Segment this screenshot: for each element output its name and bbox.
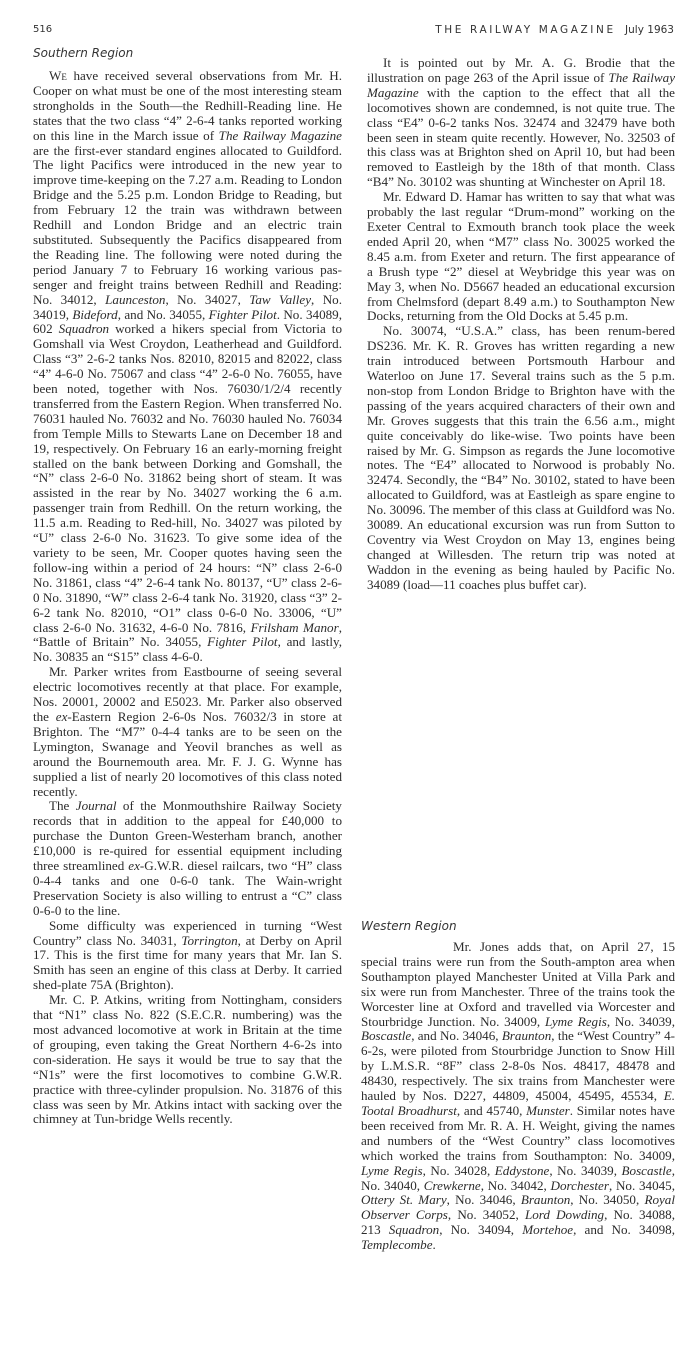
- running-head: [435, 24, 674, 36]
- magazine-title: THE RAILWAY MAGAZINE: [435, 24, 616, 36]
- paragraph-atkins: Mr. C. P. Atkins, writing from Nottingham, considers that “N1” class No. 822 (S.E.C.R. numbering) was the most advanced locomotive at work in Britain at the time of grouping, even taking the Great Northern 4-6-2s into con-sideration. He says it would be true to say that the “N1s” were the first locomotives to combine G.W.R. practice with three-cylinder propulsion. No. 31876 of this class was seen by Mr. Atkins intact with sacking over the chimney at Tun-bridge Wells recently.: [33, 992, 342, 1127]
- page-number: 516: [33, 24, 53, 35]
- paragraph-cooper: We have received several observations from Mr. H. Cooper on what must be one of the most interesting steam strongholds in the South—the Redhill-Reading line. He states that the two class “4” 2-6-4 tanks reported working on this line in the March issue of The Railway Magazine are the first-ever standard engines allocated to Guildford. The light Pacifics were introduced in the new year to improve time-keeping on the 7.27 a.m. Reading to London Bridge and the 5.25 p.m. London Bridge to Reading, but from February 12 the train was withdrawn between Redhill and London Bridge and an electric train substituted. Subsequently the Pacifics disappeared from the Reading line. The following were noted during the period January 7 to February 16 working various pas-senger and freight trains between Redhill and Reading: No. 34012, Launceston, No. 34027, Taw Valley, No. 34019, Bideford, and No. 34055, Fighter Pilot. No. 34089, 602 Squadron worked a hikers special from Victoria to Gomshall via West Croydon, Leatherhead and Guildford. Class “3” 2-6-2 tanks Nos. 82010, 82015 and 82022, class “4” 4-6-0 No. 75067 and class “4” 2-6-0 No. 76055, have been noted, together with Nos. 76030/1/2/4 recently transferred from the Eastern Region. When transferred No. 76031 hauled No. 76032 and No. 76030 hauled No. 76034 from Temple Mills to Stewarts Lane on December 18 and 19, respectively. On February 16 an early-morning freight stalled on the bank between Dorking and Gomshall, the “N” class 2-6-0 No. 31862 being short of steam. It was assisted in the rear by No. 34027 working the 6 a.m. passenger train from Redhill. On the return working, the 11.5 a.m. Reading to Red-hill, No. 34027 was piloted by “U” class 2-6-0 No. 31623. To give some idea of the variety to be seen, Mr. Cooper quotes having seen the follow-ing within a period of 24 hours: “N” class 2-6-0 No. 31861, class “4” 2-6-4 tank No. 80137, “U” class 2-6-0 No. 31890, “W” class 2-6-4 tank No. 31920, class “3” 2-6-2 tank No. 82010, “O1” class 0-6-0 No. 33006, “U” class 2-6-0 No. 31632, 4-6-0 No. 7816, Frilsham Manor, “Battle of Britain” No. 34055, Fighter Pilot, and lastly, No. 30835 an “S15” class 4-6-0.: [33, 68, 342, 665]
- paragraph-parker: Mr. Parker writes from Eastbourne of seeing several electric locomotives recently at that place. For example, Nos. 20001, 20002 and E5023. Mr. Parker also observed the ex-Eastern Region 2-6-0s Nos. 76032/3 in store at Brighton. The “M7” 0-4-4 tanks are to be seen on the Lymington, Swanage and Yeovil branches as well as around the Bournemouth area. Mr. F. J. G. Wynne has supplied a list of nearly 20 locomotives of this class noted recently.: [33, 664, 342, 799]
- paragraph-groves: No. 30074, “U.S.A.” class, has been renum-bered DS236. Mr. K. R. Groves has written regarding a new train introduced between Portsmouth Harbour and Waterloo on June 17. Several trains such as the 5 p.m. non-stop from London Bridge to Brighton have with the passing of the years acquired characters of their own and Mr. Groves suggests that this train the 6.56 a.m., might quite conceivably do like-wise. Two points have been raised by Mr. G. Simpson as regards the June locomotive notes. The “E4” allocated to Norwood is probably No. 32474. Secondly, the “B4” No. 30102, stated to have been allocated to Guildford, was at Eastleigh as spare engine to No. 30096. The member of this class at Guildford was No. 30089. An educational excursion was run from Sutton to Coventry via West Croydon on May 13, engines being changed at Willesden. The return trip was noted at Waddon in the evening as being hauled by Pacific No. 34089 (load—11 coaches plus buffet car).: [367, 323, 675, 592]
- right-column: [367, 56, 675, 593]
- paragraph-hamar: Mr. Edward D. Hamar has written to say that what was probably the last regular “Drum-mond” working on the Exeter Central to Exmouth branch took place the week ended April 20, when “M7” class No. 30025 worked the 8.45 a.m. from Exeter and return. The first appearance of a Brush type “2” diesel at Weybridge this year was on May 3, when No. D5667 headed an educational excursion from Chelmsford (depart 8.49 a.m.) to Southampton New Docks, returning from the Old Docks at 5.45 p.m.: [367, 189, 675, 324]
- paragraph-brodie: It is pointed out by Mr. A. G. Brodie that the illustration on page 263 of the April issue of The Railway Magazine with the caption to the effect that all the locomotives shown are condemned, is not quite true. The class “E4” 0-6-2 tanks Nos. 32474 and 32479 have both been seen in steam quite recently. However, No. 32503 of this class was at Brighton shed on April 10, but had been removed to Eastleigh by the 18th of that month. Class “B4” No. 30102 was shunting at Winchester on April 18.: [367, 55, 676, 190]
- issue-date: July 1963: [625, 24, 674, 36]
- left-column: [33, 45, 342, 1127]
- paragraph-torrington: Some difficulty was experienced in turning “West Country” class No. 34031, Torrington, at Derby on April 17. This is the first time for many years that Mr. Ian S. Smith has seen an engine of this class at Derby. It carried shed-plate 75A (Brighton).: [33, 917, 342, 993]
- section-heading-southern: Southern Region: [33, 46, 134, 60]
- western-region-section: [361, 918, 675, 1253]
- paragraph-monmouthshire: The Journal of the Monmouthshire Railway Society records that in addition to the appeal for £40,000 to purchase the Dunton Green-Westerham branch, another £10,000 is re-quired for essential equipment including three streamlined ex-G.W.R. diesel railcars, two “H” class 0-4-4 tanks and one 0-6-0 tank. The Wain-wright Preservation Society is also willing to entrust a “C” class 0-6-0 to the line.: [33, 798, 342, 918]
- section-heading-western: Western Region: [361, 919, 457, 933]
- paragraph-jones: Mr. Jones adds that, on April 27, 15 special trains were run from the South-ampton area when Southampton played Manchester United at Villa Park and six were run from Manchester. Three of the trains took the Worcester line at Oxford and travelled via Worcester and Stourbridge Junction. No. 34009, Lyme Regis, No. 34039, Boscastle, and No. 34046, Braunton, the “West Country” 4-6-2s, were piloted from Stourbridge Junction to Snow Hill by L.M.S.R. “8F” class 2-8-0s Nos. 48417, 48478 and 48430, respectively. The six trains from Manchester were hauled by Nos. D227, 44809, 45004, 45495, 45534, E. Tootal Broadhurst, and 45740, Munster. Similar notes have been received from Mr. R. A. H. Weight, giving the names and numbers of the “West Country” class locomotives which worked the trains from Southampton: No. 34009, Lyme Regis, No. 34028, Eddystone, No. 34039, Boscastle, No. 34040, Crewkerne, No. 34042, Dorchester, No. 34045, Ottery St. Mary, No. 34046, Braunton, No. 34050, Royal Observer Corps, No. 34052, Lord Dowding, No. 34088, 213 Squadron, No. 34094, Mortehoe, and No. 34098, Templecombe.: [361, 939, 676, 1253]
